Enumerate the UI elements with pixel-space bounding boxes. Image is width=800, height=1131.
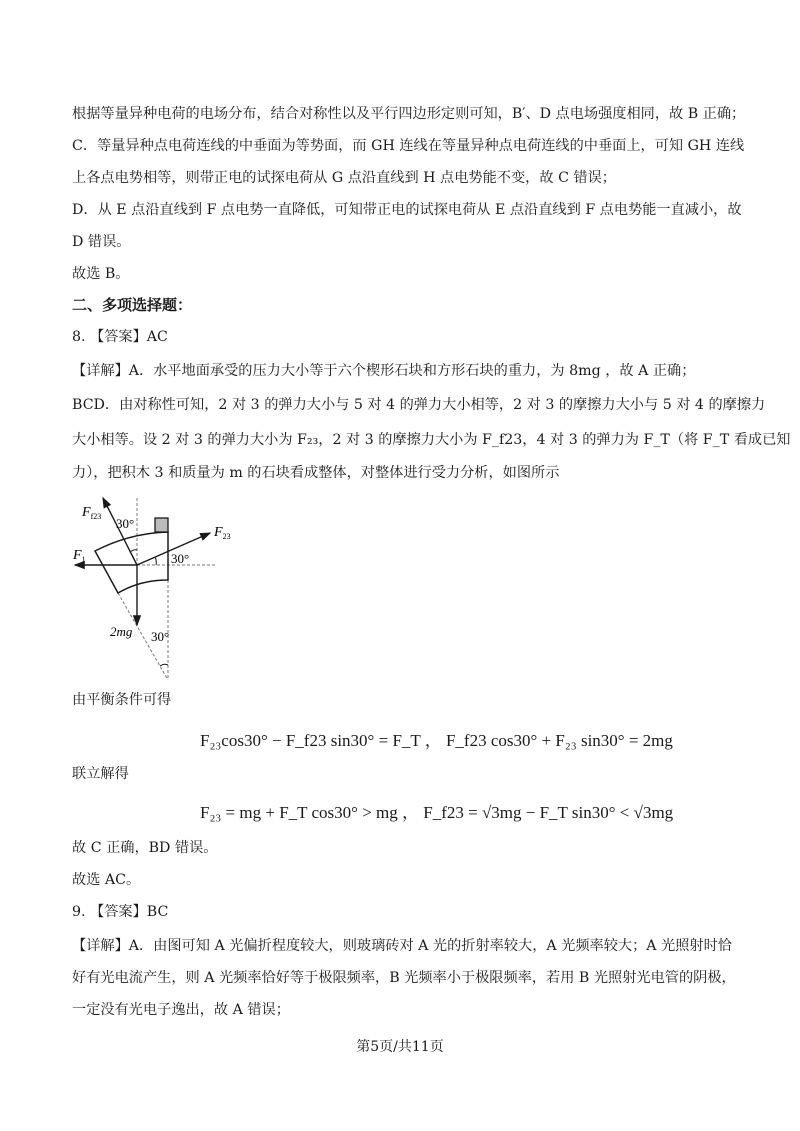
equation-balance: F₂₃cos30° − F_f23 sin30° = F_T ， F_f23 cos30° + F₂₃ sin30° = 2mg bbox=[200, 731, 673, 750]
text-line: C．等量异种点电荷连线的中垂面为等势面，而 GH 连线在等量异种点电荷连线的中垂面上，可知 GH 连线 bbox=[72, 138, 745, 154]
text-line: D．从 E 点沿直线到 F 点电势一直降低，可知带正电的试探电荷从 E 点沿直线到 F 点电势能一直减小，故 bbox=[72, 202, 742, 218]
page-footer: 第5页/共11页 bbox=[356, 1039, 444, 1055]
q9-detail-line: 好有光电流产生，则 A 光频率恰好等于极限频率，B 光频率小于极限频率，若用 B 光照射光电管的阴极， bbox=[72, 970, 736, 986]
label-f23: $F_{23}$ bbox=[214, 525, 231, 541]
label-angle-top: 30° bbox=[116, 516, 135, 531]
q9-detail-line: 一定没有光电子逸出，故 A 错误； bbox=[72, 1002, 290, 1018]
text-line: 故选 B。 bbox=[72, 266, 130, 282]
label-angle-right: 30° bbox=[171, 551, 190, 566]
angle-arc-top bbox=[130, 550, 137, 552]
q9-answer: 9. 【答案】BC bbox=[72, 904, 169, 920]
equation-solution: F₂₃ = mg + F_T cos30° > mg ， F_f23 = √3mg − F_T sin30° < √3mg bbox=[200, 803, 674, 822]
text-line: 上各点电势相等，则带正电的试探电荷从 G 点沿直线到 H 点电势能不变，故 C 错误； bbox=[72, 170, 616, 186]
q9-detail-line: 【详解】A．由图可知 A 光偏折程度较大，则玻璃砖对 A 光的折射率较大，A 光频率较大；A 光照射时恰 bbox=[72, 938, 732, 954]
label-angle-bottom: 30° bbox=[151, 629, 170, 644]
ff23-arrow bbox=[103, 498, 137, 565]
q8-answer: 8. 【答案】AC bbox=[72, 329, 168, 345]
q8-detail-line: 力），把积木 3 和质量为 m 的石块看成整体，对整体进行受力分析，如图所示 bbox=[72, 465, 560, 481]
text-line: D 错误。 bbox=[72, 234, 131, 250]
balance-intro: 由平衡条件可得 bbox=[72, 692, 172, 708]
wedge-block bbox=[95, 532, 168, 593]
label-2mg: 2mg bbox=[110, 624, 133, 639]
square-stone bbox=[155, 518, 168, 532]
text-line: 根据等量异种电荷的电场分布，结合对称性以及平行四边形定则可知，B′、D 点电场强度相同，故 B 正确； bbox=[72, 106, 746, 122]
label-ff23: $F_{f23}$ bbox=[82, 505, 102, 521]
q8-choice: 故选 AC。 bbox=[72, 872, 141, 888]
section-heading: 二、多项选择题： bbox=[72, 296, 193, 314]
q8-detail-line: 大小相等。设 2 对 3 的弹力大小为 F₂₃，2 对 3 的摩擦力大小为 F_f23，4 对 3 的弹力为 F_T（将 F_T 看成已知 bbox=[72, 432, 791, 448]
q8-detail-line: 【详解】A．水平地面承受的压力大小等于六个楔形石块和方形石块的重力，为 8mg ，故 A 正确； bbox=[72, 363, 696, 379]
angle-arc-bottom bbox=[160, 664, 168, 666]
q8-conclusion: 故 C 正确，BD 错误。 bbox=[72, 840, 218, 856]
angle-arc-right bbox=[155, 557, 156, 565]
label-f1: $F_1$ bbox=[73, 548, 86, 564]
q8-detail-line: BCD．由对称性可知，2 对 3 的弹力大小与 5 对 4 的弹力大小相等，2 对 3 的摩擦力大小与 5 对 4 的摩擦力 bbox=[72, 397, 766, 413]
solve-intro: 联立解得 bbox=[72, 766, 129, 782]
force-diagram bbox=[60, 490, 260, 690]
